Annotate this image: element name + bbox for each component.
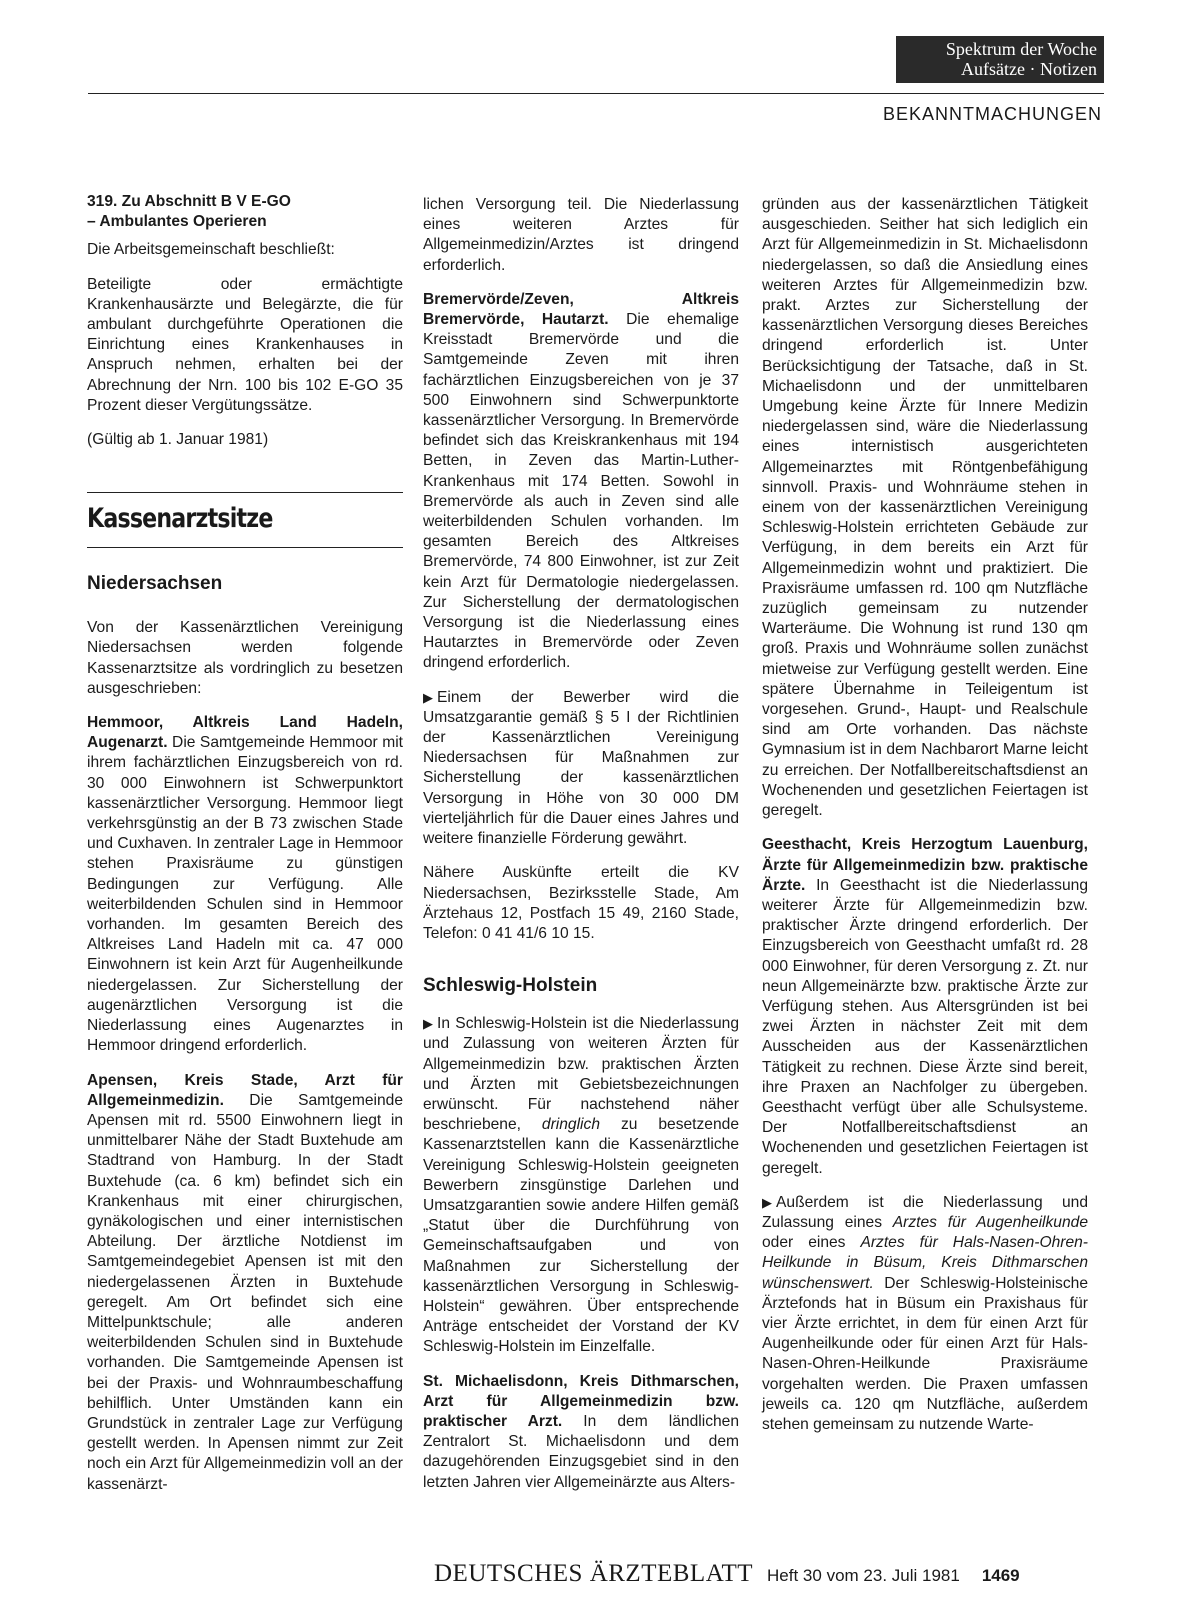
intro-italic: dringlich <box>541 1116 600 1134</box>
contact-info: Nähere Auskünfte erteilt die KV Niedersachsen, Bezirksstelle Stade, Am Ärztehaus 12, Postfach 15 49, 2160 Stade, Telefon: 0 41 41/6 10 15. <box>423 864 739 942</box>
magazine-section-box <box>896 36 1104 83</box>
guarantee-note <box>423 688 739 850</box>
resolution-text: Beteiligte oder ermächtigte Krankenhausärzte und Belegärzte, die für ambulant durchgeführte Operationen die Einrichtung eines Krankenhauses in Anspruch nehmen, erhalten bei der Abrechnung der Nrn. 100 bis 102 E-GO 35 Prozent dieser Vergütungssätze. <box>87 275 403 414</box>
listing-body: In Geesthacht ist die Niederlassung weiterer Ärzte für Allgemeinmedizin bzw. praktischer Ärzte dringend erforderlich. Der Einzugsbereich von Geesthacht umfaßt rd. 28 000 Einwohner, für deren Versorgung z. Zt. nur neun Allgemeinärzte bzw. praktische Ärzte zur Verfügung stehen. Aus Altersgründen ist bei zwei Ärzten in nächster Zeit mit dem Ausscheiden aus der Kassenärztlichen Tätigkeit zu rechnen. Diese Ärzte sind bereit, ihre Praxen an Nachfolger zu übergeben. Geesthacht verfügt über alle Schulsysteme. Der Notfallbereitschaftsdienst an Wochenenden und gesetzlichen Feiertagen ist geregelt. <box>762 876 1088 1177</box>
listing-buesum <box>762 1193 1088 1435</box>
listing-apensen <box>87 1071 403 1495</box>
region-heading-niedersachsen: Niedersachsen <box>87 573 223 595</box>
niedersachsen-intro: Von der Kassenärztlichen Vereinigung Niedersachsen werden folgende Kassenarztsitze als vordringlich zu besetzen ausgeschrieben: <box>87 619 403 697</box>
title-rule-bottom <box>87 547 403 548</box>
footer-issue: Heft 30 vom 23. Juli 1981 <box>767 1566 960 1585</box>
continuation-text: gründen aus der kassenärztlichen Tätigkeit ausgeschieden. Seither hat sich lediglich ein Arzt für Allgemeinmedizin in St. Michaelisdonn niedergelassen, so daß die Ansiedlung eines weiteren Arztes für Allgemeinmedizin bzw. prakt. Arztes zur Sicherstellung der kassenärztlichen Versorgung dieses Bereiches dringend erforderlich ist. Unter Berücksichtigung der Tatsache, daß in St. Michaelisdonn und der unmittelbaren Umgebung keine Ärzte für Innere Medizin niedergelassen sind, wäre die Niederlassung eines internistisch ausgerichteten Allgemeinarztes mit Röntgenbefähigung sinnvoll. Praxis- und Wohnräume stehen in einem von der kassenärztlichen Vereinigung Schleswig-Holstein errichteten Gebäude zur Verfügung, in dem bereits ein Arzt für Allgemeinmedizin wohnt und praktiziert. Die Praxisräume umfassen rd. 100 qm Nutzfläche zuzüglich gemeinsam zu nutzender Warteräume. Die Wohnung ist rund 130 qm groß. Praxis und Wohnräume sollen zunächst mietweise zur Verfügung gestellt werden. Eine spätere Übernahme in Teileigentum ist vorgesehen. Grund-, Haupt- und Realschule sind am Orte vorhanden. Das nächste Gymnasium ist in dem Nachbarort Marne leicht zu erreichen. Der Notfallbereitschaftsdienst an Wochenenden und gesetzlichen Feiertagen ist geregelt. <box>762 196 1088 820</box>
section-label: BEKANNTMACHUNGEN <box>882 104 1102 124</box>
listing-lead: St. Michaelisdonn, Kreis Dithmarschen, Arzt für Allgemeinmedizin bzw. praktischer Arzt. <box>423 1372 739 1430</box>
bullet-triangle-icon: ▶ <box>762 1194 772 1210</box>
listing-bremervoerde <box>423 290 739 674</box>
column-3 <box>762 195 1088 1449</box>
validity-note: (Gültig ab 1. Januar 1981) <box>87 431 269 449</box>
listing-hemmoor <box>87 713 403 1056</box>
italic-text: Arztes für Hals-Nasen-Ohren-Heilkunde in Büsum, Kreis Dithmarschen wünschenswert. <box>762 1234 1088 1292</box>
listing-lead: Bremervörde/Zeven, Altkreis Bremervörde, Hautarzt. <box>423 290 739 329</box>
region-heading-schleswig-holstein: Schleswig-Holstein <box>423 975 598 997</box>
header-line-1: Spektrum der Woche <box>945 39 1097 59</box>
resolution-intro: Die Arbeitsgemeinschaft beschließt: <box>87 241 335 259</box>
bullet-triangle-icon: ▶ <box>423 1016 433 1032</box>
item-title-line-1: 319. Zu Abschnitt B V E-GO <box>87 193 291 210</box>
bullet-triangle-icon: ▶ <box>423 689 433 705</box>
text: oder eines <box>762 1234 861 1252</box>
big-title: Kassenarztsitze <box>87 503 273 535</box>
column-1 <box>87 192 403 1509</box>
schleswig-holstein-intro <box>423 1014 739 1357</box>
text: Der Schleswig-Holsteinische Ärztefonds hat in Büsum ein Praxishaus für vier Ärzte errichtet, in dem für einen Arzt für Augenheilkunde oder für einen Arzt für Hals-Nasen-Ohren-Heilkunde Praxisräume vorgehalten werden. Die Praxen umfassen jeweils ca. 120 qm Nutzfläche, außerdem stehen gemeinsam zu nutzende Warte- <box>762 1274 1088 1433</box>
header-rule <box>88 93 1104 94</box>
listing-lead: Apensen, Kreis Stade, Arzt für Allgemeinmedizin. <box>87 1071 403 1109</box>
listing-lead: Hemmoor, Altkreis Land Hadeln, Augenarzt. <box>87 714 403 752</box>
listing-geesthacht <box>762 835 1088 1178</box>
page-number: 1469 <box>981 1566 1020 1585</box>
kassenarztsitze-block <box>87 492 403 548</box>
continuation-text: lichen Versorgung teil. Die Niederlassung eines weiteren Arztes für Allgemeinmedizin/Arztes ist dringend erforderlich. <box>423 196 739 274</box>
intro-text: In Schleswig-Holstein ist die Niederlassung und Zulassung von weiteren Ärzten für Allgemeinmedizin bzw. praktischen Ärzten und Ärzten mit Gebietsbezeichnungen erwünscht. Für nachstehend näher beschriebene, <box>423 1015 739 1134</box>
text: Außerdem ist die Niederlassung und Zulassung eines <box>762 1193 1088 1231</box>
item-title-line-2: – Ambulantes Operieren <box>87 213 267 231</box>
listing-st-michaelisdonn <box>423 1372 739 1493</box>
title-rule-top <box>87 492 403 493</box>
footer-magazine: DEUTSCHES ÄRZTEBLATT <box>434 1560 754 1587</box>
header-line-2: Aufsätze · Notizen <box>961 59 1097 79</box>
listing-lead: Geesthacht, Kreis Herzogtum Lauenburg, Ärzte für Allgemeinmedizin bzw. praktische Ärzte. <box>762 836 1088 894</box>
intro-text-rest: zu besetzende Kassenarztstellen kann die Kassenärztliche Vereinigung Schleswig-Holstein geeigneten Bewerbern zinsgünstige Darlehen und Umsatzgarantien sowie andere Hilfen gemäß „Statut über die Durchführung von Gemeinschaftsaufgaben und von Maßnahmen zur Sicherstellung der kassenärztlichen Versorgung in Schleswig-Holstein“ gewähren. Über entsprechende Anträge entscheidet der Vorstand der KV Schleswig-Holstein im Einzelfalle. <box>423 1116 739 1356</box>
column-2 <box>423 195 739 1507</box>
listing-body: Die Samtgemeinde Apensen mit rd. 5500 Einwohnern liegt in unmittelbarer Nähe der Stadt Buxtehude am Stadtrand von Hamburg. In der Stadt Buxtehude (ca. 6 km) befindet sich ein Krankenhaus mit einer chirurgischen, gynäkologischen und einer internistischen Abteilung. Der ärztliche Notdienst im Samtgemeindegebiet Apensen ist mit den niedergelassenen Ärzten in Buxtehude geregelt. Am Ort befindet sich eine Mittelpunktschule; alle anderen weiterbildenden Schulen sind in Buxtehude vorhanden. Die Samtgemeinde Apensen ist bei der Praxis- und Wohnraumbeschaffung behilflich. Unter Umständen kann ein Grundstück in zentraler Lage zur Verfügung gestellt werden. In Apensen nimmt zur Zeit noch ein Arzt für Allgemeinmedizin voll an der kassenärzt- <box>87 1091 403 1493</box>
italic-text: Arztes für Augenheilkunde <box>892 1213 1088 1231</box>
listing-body: Die Samtgemeinde Hemmoor mit ihrem fachärztlichen Einzugsbereich von rd. 30 000 Einwohnern ist Schwerpunktort kassenärztlicher Versorgung. Hemmoor liegt verkehrsgünstig an der B 73 zwischen Stade und Cuxhaven. In zentraler Lage in Hemmoor stehen Praxisräume zu günstigen Bedingungen zur Verfügung. Alle weiterbildenden Schulen sind in Hemmoor vorhanden. Im gesamten Bereich des Altkreises Land Hadeln mit ca. 47 000 Einwohnern ist kein Arzt für Augenheilkunde niedergelassen. Zur Sicherstellung der augenärztlichen Versorgung ist die Niederlassung eines Augenarztes in Hemmoor dringend erforderlich. <box>87 734 403 1055</box>
listing-body: In dem ländlichen Zentralort St. Michaelisdonn und dem dazugehörenden Einzugsgebiet sind in den letzten Jahren vier Allgemeinärzte aus Alters- <box>423 1412 740 1491</box>
guarantee-text: Einem der Bewerber wird die Umsatzgarantie gemäß § 5 I der Richtlinien der Kassenärztlichen Vereinigung Niedersachsen für Maßnahmen zur Sicherstellung der kassenärztlichen Versorgung in Höhe von 30 000 DM vierteljährlich für die Dauer eines Jahres und weitere finanzielle Förderung gewährt. <box>423 688 739 848</box>
listing-body: Die ehemalige Kreisstadt Bremervörde und die Samtgemeinde Zeven mit ihren fachärztlichen Einzugsbereichen von je 37 500 Einwohnern sind Schwerpunktorte kassenärztlicher Versorgung. In Bremervörde befindet sich das Kreiskrankenhaus mit 194 Betten, in Zeven das Martin-Luther-Krankenhaus mit 174 Betten. Sowohl in Bremervörde als auch in Zeven sind alle weiterbildenden Schulen vorhanden. Im gesamten Bereich des Altkreises Bremervörde, 74 800 Einwohner, ist zur Zeit kein Arzt für Dermatologie niedergelassen. Zur Sicherstellung der dermatologischen Versorgung ist die Niederlassung eines Hautarztes in Bremervörde oder Zeven dringend erforderlich. <box>423 311 739 672</box>
page-footer <box>434 1560 1020 1588</box>
